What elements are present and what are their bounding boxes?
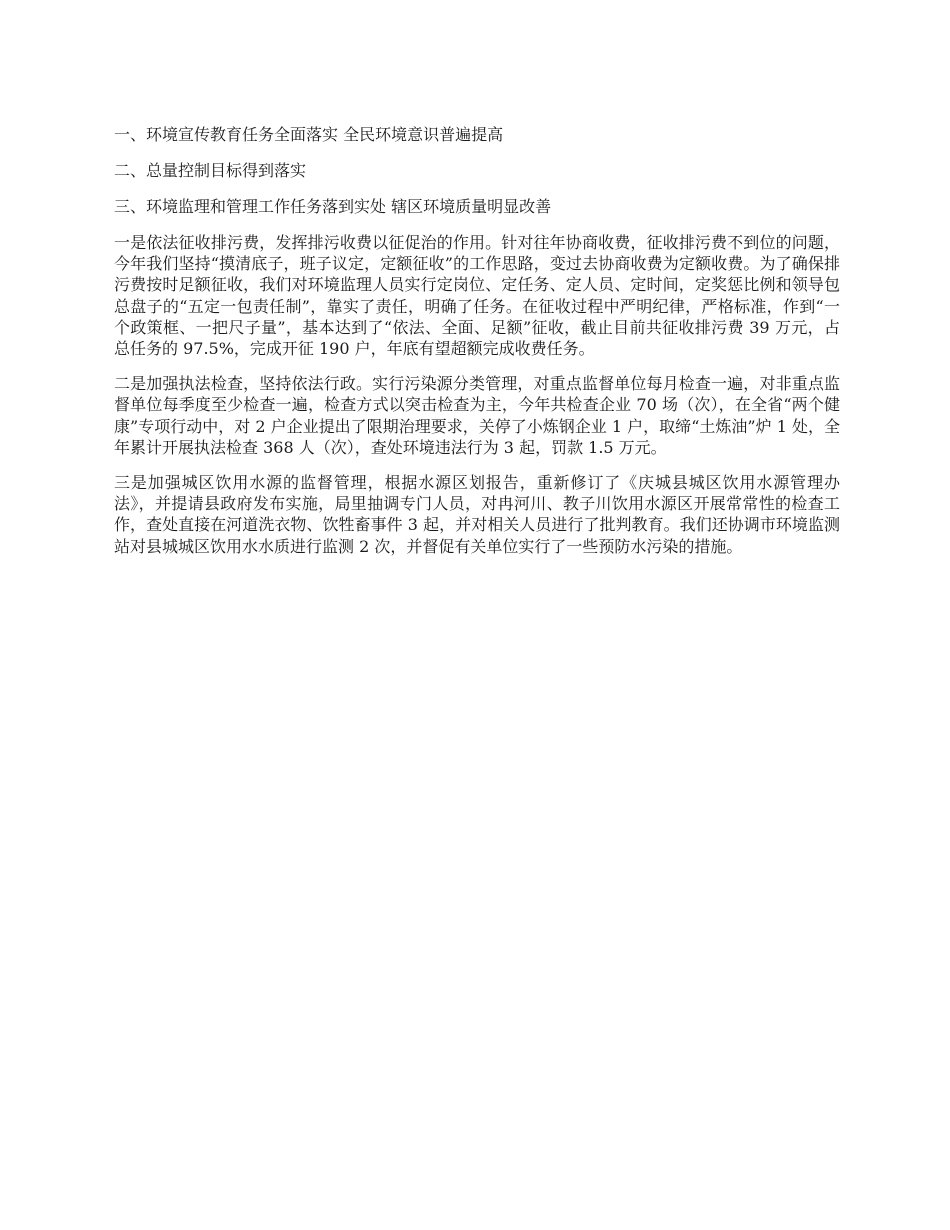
section-heading-2: 二、总量控制目标得到落实 — [114, 161, 307, 180]
body-paragraph-1: 一是依法征收排污费，发挥排污收费以征促治的作用。针对往年协商收费，征收排污费不到位的问题，今年我们坚持“摸清底子，班子议定，定额征收”的工作思路，变过去协商收费为定额收费。为了确保排污费按时足额征收，我们对环境监理人员实行定岗位、定任务、定人员、定时间，定奖惩比例和领导包总盘子的“五定一包责任制”，靠实了责任，明确了任务。在征收过程中严明纪律，严格标准，作到“一个政策框、一把尺子量”，基本达到了“依法、全面、足额”征收，截止目前共征收排污费 39 万元，占总任务的 97.5%，完成开征 190 户，年底有望超额完成收费任务。 — [114, 233, 840, 359]
document-page — [114, 124, 840, 571]
section-heading-3: 三、环境监理和管理工作任务落到实处 辖区环境质量明显改善 — [114, 197, 552, 216]
body-paragraph-3: 三是加强城区饮用水源的监督管理，根据水源区划报告，重新修订了《庆城县城区饮用水源管理办法》，并提请县政府发布实施，局里抽调专门人员，对冉河川、教子川饮用水源区开展常常性的检查工作，查处直接在河道洗衣物、饮牲畜事件 3 起，并对相关人员进行了批判教育。我们还协调市环境监测站对县城城区饮用水水质进行监测 2 次，并督促有关单位实行了一些预防水污染的措施。 — [114, 473, 840, 556]
section-heading-1: 一、环境宣传教育任务全面落实 全民环境意识普遍提高 — [114, 125, 504, 144]
body-paragraph-2: 二是加强执法检查，坚持依法行政。实行污染源分类管理，对重点监督单位每月检查一遍，对非重点监督单位每季度至少检查一遍，检查方式以突击检查为主，今年共检查企业 70 场（次），在全省“两个健康”专项行动中，对 2 户企业提出了限期治理要求，关停了小炼钢企业 1 户，取缔“土炼油”炉 1 处，全年累计开展执法检查 368 人（次），查处环境违法行为 3 起，罚款 1.5 万元。 — [114, 374, 840, 457]
